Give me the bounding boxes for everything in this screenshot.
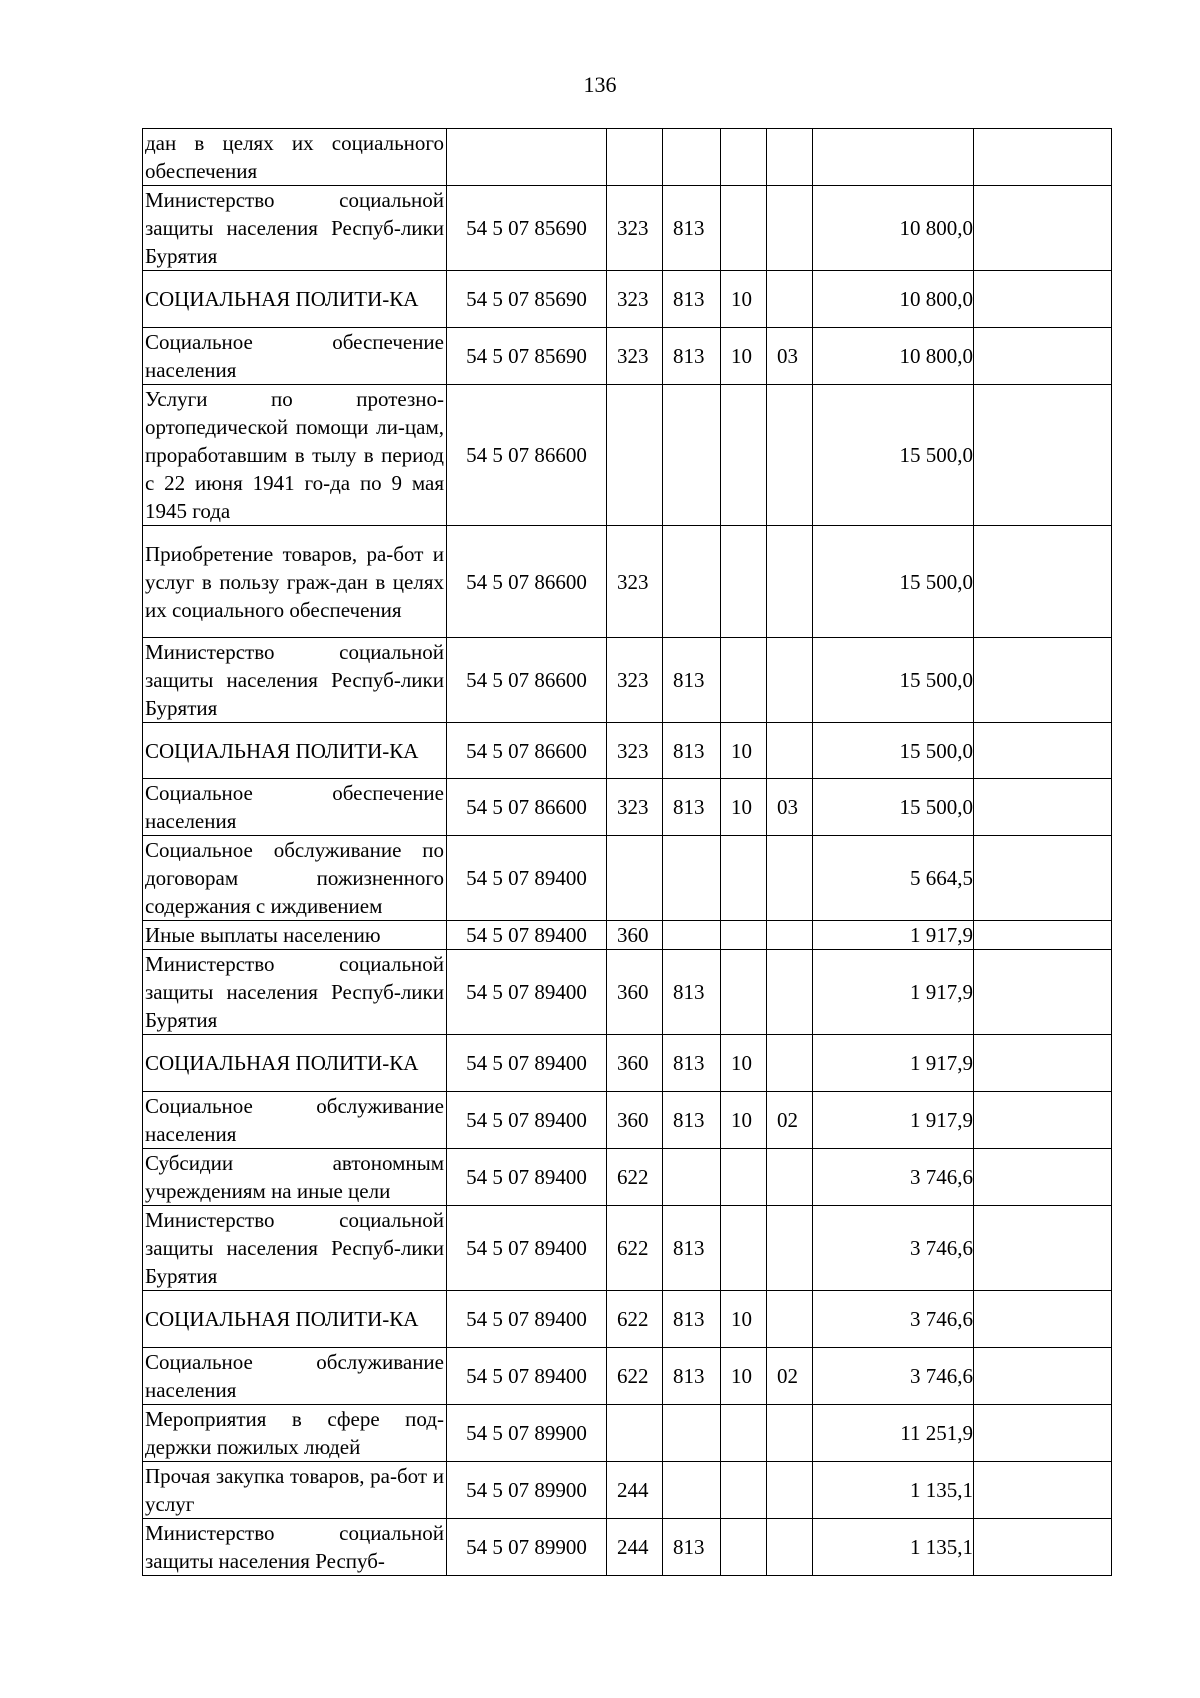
row-empty-cell [974, 328, 1112, 385]
row-section-cell: 10 [721, 271, 767, 328]
row-code-cell: 54 5 07 89900 [447, 1405, 607, 1462]
table-row [143, 950, 1112, 1035]
row-subsection-cell [767, 1462, 813, 1519]
row-subsection-cell [767, 1206, 813, 1291]
row-expense-type-cell: 360 [607, 1092, 663, 1149]
row-code-cell: 54 5 07 89900 [447, 1462, 607, 1519]
table-row [143, 1519, 1112, 1576]
table-body [143, 129, 1112, 1576]
row-ministry-code-cell [663, 385, 721, 526]
row-empty-cell [974, 1291, 1112, 1348]
row-ministry-code-cell: 813 [663, 723, 721, 779]
row-section-cell [721, 921, 767, 950]
row-code-cell: 54 5 07 86600 [447, 526, 607, 638]
row-section-cell [721, 186, 767, 271]
table-row [143, 1405, 1112, 1462]
row-empty-cell [974, 1092, 1112, 1149]
row-empty-cell [974, 950, 1112, 1035]
row-expense-type-cell: 622 [607, 1149, 663, 1206]
table-row [143, 1206, 1112, 1291]
row-expense-type-cell [607, 385, 663, 526]
row-ministry-code-cell: 813 [663, 1291, 721, 1348]
row-amount-cell: 3 746,6 [813, 1149, 974, 1206]
row-subsection-cell [767, 1291, 813, 1348]
row-empty-cell [974, 638, 1112, 723]
row-code-cell: 54 5 07 89400 [447, 836, 607, 921]
row-expense-type-cell [607, 129, 663, 186]
row-code-cell: 54 5 07 89900 [447, 1519, 607, 1576]
row-name-cell: дан в целях их социального обеспечения [143, 129, 447, 186]
row-section-cell [721, 1462, 767, 1519]
row-section-cell: 10 [721, 1291, 767, 1348]
row-ministry-code-cell [663, 129, 721, 186]
row-section-cell [721, 950, 767, 1035]
row-name-cell: Социальное обслуживание по договорам пожизненного содержания с иждивением [143, 836, 447, 921]
row-section-cell [721, 836, 767, 921]
row-subsection-cell [767, 129, 813, 186]
row-name-cell: Министерство социальной защиты населения Респуб-лики Бурятия [143, 950, 447, 1035]
row-section-cell: 10 [721, 1092, 767, 1149]
row-empty-cell [974, 1462, 1112, 1519]
row-section-cell [721, 129, 767, 186]
row-expense-type-cell: 360 [607, 1035, 663, 1092]
row-ministry-code-cell [663, 1149, 721, 1206]
row-name-cell: Приобретение товаров, ра-бот и услуг в пользу граж-дан в целях их социального обеспечения [143, 526, 447, 638]
row-ministry-code-cell [663, 526, 721, 638]
row-code-cell: 54 5 07 86600 [447, 779, 607, 836]
row-name-cell: Социальное обслуживание населения [143, 1348, 447, 1405]
row-expense-type-cell: 323 [607, 723, 663, 779]
row-name-cell: Иные выплаты населению [143, 921, 447, 950]
row-subsection-cell [767, 1405, 813, 1462]
row-section-cell: 10 [721, 1035, 767, 1092]
budget-table [142, 128, 1112, 1576]
row-name-cell: Социальное обслуживание населения [143, 1092, 447, 1149]
row-name-cell: Услуги по протезно-ортопедической помощи ли-цам, проработавшим в тылу в период с 22 июня 1941 го-да по 9 мая 1945 года [143, 385, 447, 526]
row-subsection-cell [767, 921, 813, 950]
row-name-cell: Министерство социальной защиты населения Респуб- [143, 1519, 447, 1576]
row-subsection-cell: 03 [767, 328, 813, 385]
row-ministry-code-cell: 813 [663, 328, 721, 385]
row-section-cell [721, 526, 767, 638]
row-amount-cell: 3 746,6 [813, 1291, 974, 1348]
row-code-cell: 54 5 07 86600 [447, 723, 607, 779]
row-empty-cell [974, 1519, 1112, 1576]
row-name-cell: Министерство социальной защиты населения Респуб-лики Бурятия [143, 186, 447, 271]
row-expense-type-cell [607, 1405, 663, 1462]
row-subsection-cell: 03 [767, 779, 813, 836]
row-subsection-cell [767, 723, 813, 779]
row-subsection-cell [767, 271, 813, 328]
row-expense-type-cell [607, 836, 663, 921]
row-ministry-code-cell: 813 [663, 1092, 721, 1149]
row-amount-cell: 15 500,0 [813, 723, 974, 779]
row-empty-cell [974, 836, 1112, 921]
row-code-cell: 54 5 07 85690 [447, 186, 607, 271]
row-empty-cell [974, 385, 1112, 526]
row-code-cell: 54 5 07 86600 [447, 385, 607, 526]
row-code-cell [447, 129, 607, 186]
row-empty-cell [974, 271, 1112, 328]
row-section-cell: 10 [721, 723, 767, 779]
row-empty-cell [974, 186, 1112, 271]
row-name-cell: Социальное обеспечение населения [143, 779, 447, 836]
row-expense-type-cell: 323 [607, 328, 663, 385]
row-expense-type-cell: 323 [607, 526, 663, 638]
row-section-cell [721, 638, 767, 723]
row-ministry-code-cell: 813 [663, 779, 721, 836]
row-code-cell: 54 5 07 85690 [447, 271, 607, 328]
table-row [143, 1348, 1112, 1405]
row-section-cell [721, 1149, 767, 1206]
table-row [143, 186, 1112, 271]
row-section-cell [721, 385, 767, 526]
row-amount-cell: 15 500,0 [813, 638, 974, 723]
row-amount-cell: 10 800,0 [813, 328, 974, 385]
table-row [143, 526, 1112, 638]
page-number: 136 [583, 72, 617, 97]
row-ministry-code-cell: 813 [663, 638, 721, 723]
row-expense-type-cell: 244 [607, 1519, 663, 1576]
row-name-cell: СОЦИАЛЬНАЯ ПОЛИТИ-КА [143, 1035, 447, 1092]
row-ministry-code-cell [663, 836, 721, 921]
row-code-cell: 54 5 07 89400 [447, 1206, 607, 1291]
row-amount-cell: 10 800,0 [813, 271, 974, 328]
row-empty-cell [974, 1149, 1112, 1206]
row-subsection-cell: 02 [767, 1092, 813, 1149]
row-expense-type-cell: 360 [607, 950, 663, 1035]
row-subsection-cell [767, 526, 813, 638]
table-row [143, 1035, 1112, 1092]
row-section-cell: 10 [721, 328, 767, 385]
row-expense-type-cell: 323 [607, 271, 663, 328]
row-ministry-code-cell: 813 [663, 186, 721, 271]
row-empty-cell [974, 1405, 1112, 1462]
row-ministry-code-cell [663, 921, 721, 950]
row-amount-cell: 1 917,9 [813, 1092, 974, 1149]
row-empty-cell [974, 129, 1112, 186]
row-amount-cell: 3 746,6 [813, 1348, 974, 1405]
row-amount-cell: 15 500,0 [813, 779, 974, 836]
table-row [143, 129, 1112, 186]
row-section-cell [721, 1405, 767, 1462]
row-code-cell: 54 5 07 85690 [447, 328, 607, 385]
row-expense-type-cell: 323 [607, 638, 663, 723]
row-ministry-code-cell [663, 1462, 721, 1519]
row-empty-cell [974, 1206, 1112, 1291]
row-expense-type-cell: 622 [607, 1348, 663, 1405]
row-subsection-cell [767, 950, 813, 1035]
row-empty-cell [974, 1035, 1112, 1092]
row-expense-type-cell: 622 [607, 1291, 663, 1348]
row-amount-cell: 10 800,0 [813, 186, 974, 271]
table-row [143, 836, 1112, 921]
row-section-cell: 10 [721, 1348, 767, 1405]
row-code-cell: 54 5 07 89400 [447, 1348, 607, 1405]
row-amount-cell: 11 251,9 [813, 1405, 974, 1462]
row-empty-cell [974, 921, 1112, 950]
row-empty-cell [974, 779, 1112, 836]
row-name-cell: СОЦИАЛЬНАЯ ПОЛИТИ-КА [143, 723, 447, 779]
table-row [143, 723, 1112, 779]
row-amount-cell: 1 135,1 [813, 1462, 974, 1519]
row-code-cell: 54 5 07 89400 [447, 921, 607, 950]
row-code-cell: 54 5 07 86600 [447, 638, 607, 723]
row-code-cell: 54 5 07 89400 [447, 1291, 607, 1348]
row-ministry-code-cell: 813 [663, 1206, 721, 1291]
row-subsection-cell [767, 186, 813, 271]
row-amount-cell: 5 664,5 [813, 836, 974, 921]
row-name-cell: СОЦИАЛЬНАЯ ПОЛИТИ-КА [143, 271, 447, 328]
row-name-cell: Министерство социальной защиты населения Респуб-лики Бурятия [143, 638, 447, 723]
row-empty-cell [974, 723, 1112, 779]
row-expense-type-cell: 622 [607, 1206, 663, 1291]
row-subsection-cell [767, 385, 813, 526]
row-ministry-code-cell: 813 [663, 271, 721, 328]
table-row [143, 779, 1112, 836]
row-subsection-cell [767, 1519, 813, 1576]
row-section-cell [721, 1519, 767, 1576]
row-amount-cell: 1 917,9 [813, 1035, 974, 1092]
table-row [143, 385, 1112, 526]
row-section-cell [721, 1206, 767, 1291]
row-ministry-code-cell: 813 [663, 1348, 721, 1405]
row-code-cell: 54 5 07 89400 [447, 1149, 607, 1206]
row-subsection-cell [767, 638, 813, 723]
row-subsection-cell: 02 [767, 1348, 813, 1405]
row-amount-cell: 1 135,1 [813, 1519, 974, 1576]
row-amount-cell: 1 917,9 [813, 921, 974, 950]
row-ministry-code-cell [663, 1405, 721, 1462]
row-ministry-code-cell: 813 [663, 950, 721, 1035]
row-subsection-cell [767, 1035, 813, 1092]
row-name-cell: Социальное обеспечение населения [143, 328, 447, 385]
row-amount-cell: 15 500,0 [813, 526, 974, 638]
row-subsection-cell [767, 836, 813, 921]
row-ministry-code-cell: 813 [663, 1035, 721, 1092]
table-row [143, 1462, 1112, 1519]
row-code-cell: 54 5 07 89400 [447, 950, 607, 1035]
row-expense-type-cell: 360 [607, 921, 663, 950]
row-name-cell: Прочая закупка товаров, ра-бот и услуг [143, 1462, 447, 1519]
row-expense-type-cell: 323 [607, 186, 663, 271]
row-name-cell: Министерство социальной защиты населения Респуб-лики Бурятия [143, 1206, 447, 1291]
table-row [143, 271, 1112, 328]
row-code-cell: 54 5 07 89400 [447, 1035, 607, 1092]
row-name-cell: Субсидии автономным учреждениям на иные цели [143, 1149, 447, 1206]
row-subsection-cell [767, 1149, 813, 1206]
table-row [143, 1291, 1112, 1348]
row-section-cell: 10 [721, 779, 767, 836]
table-row [143, 638, 1112, 723]
row-expense-type-cell: 323 [607, 779, 663, 836]
row-empty-cell [974, 526, 1112, 638]
row-expense-type-cell: 244 [607, 1462, 663, 1519]
table-row [143, 1092, 1112, 1149]
row-empty-cell [974, 1348, 1112, 1405]
row-amount-cell [813, 129, 974, 186]
table-row [143, 921, 1112, 950]
row-name-cell: Мероприятия в сфере под-держки пожилых людей [143, 1405, 447, 1462]
row-code-cell: 54 5 07 89400 [447, 1092, 607, 1149]
row-ministry-code-cell: 813 [663, 1519, 721, 1576]
table-row [143, 1149, 1112, 1206]
row-amount-cell: 15 500,0 [813, 385, 974, 526]
row-amount-cell: 1 917,9 [813, 950, 974, 1035]
row-amount-cell: 3 746,6 [813, 1206, 974, 1291]
row-name-cell: СОЦИАЛЬНАЯ ПОЛИТИ-КА [143, 1291, 447, 1348]
table-row [143, 328, 1112, 385]
